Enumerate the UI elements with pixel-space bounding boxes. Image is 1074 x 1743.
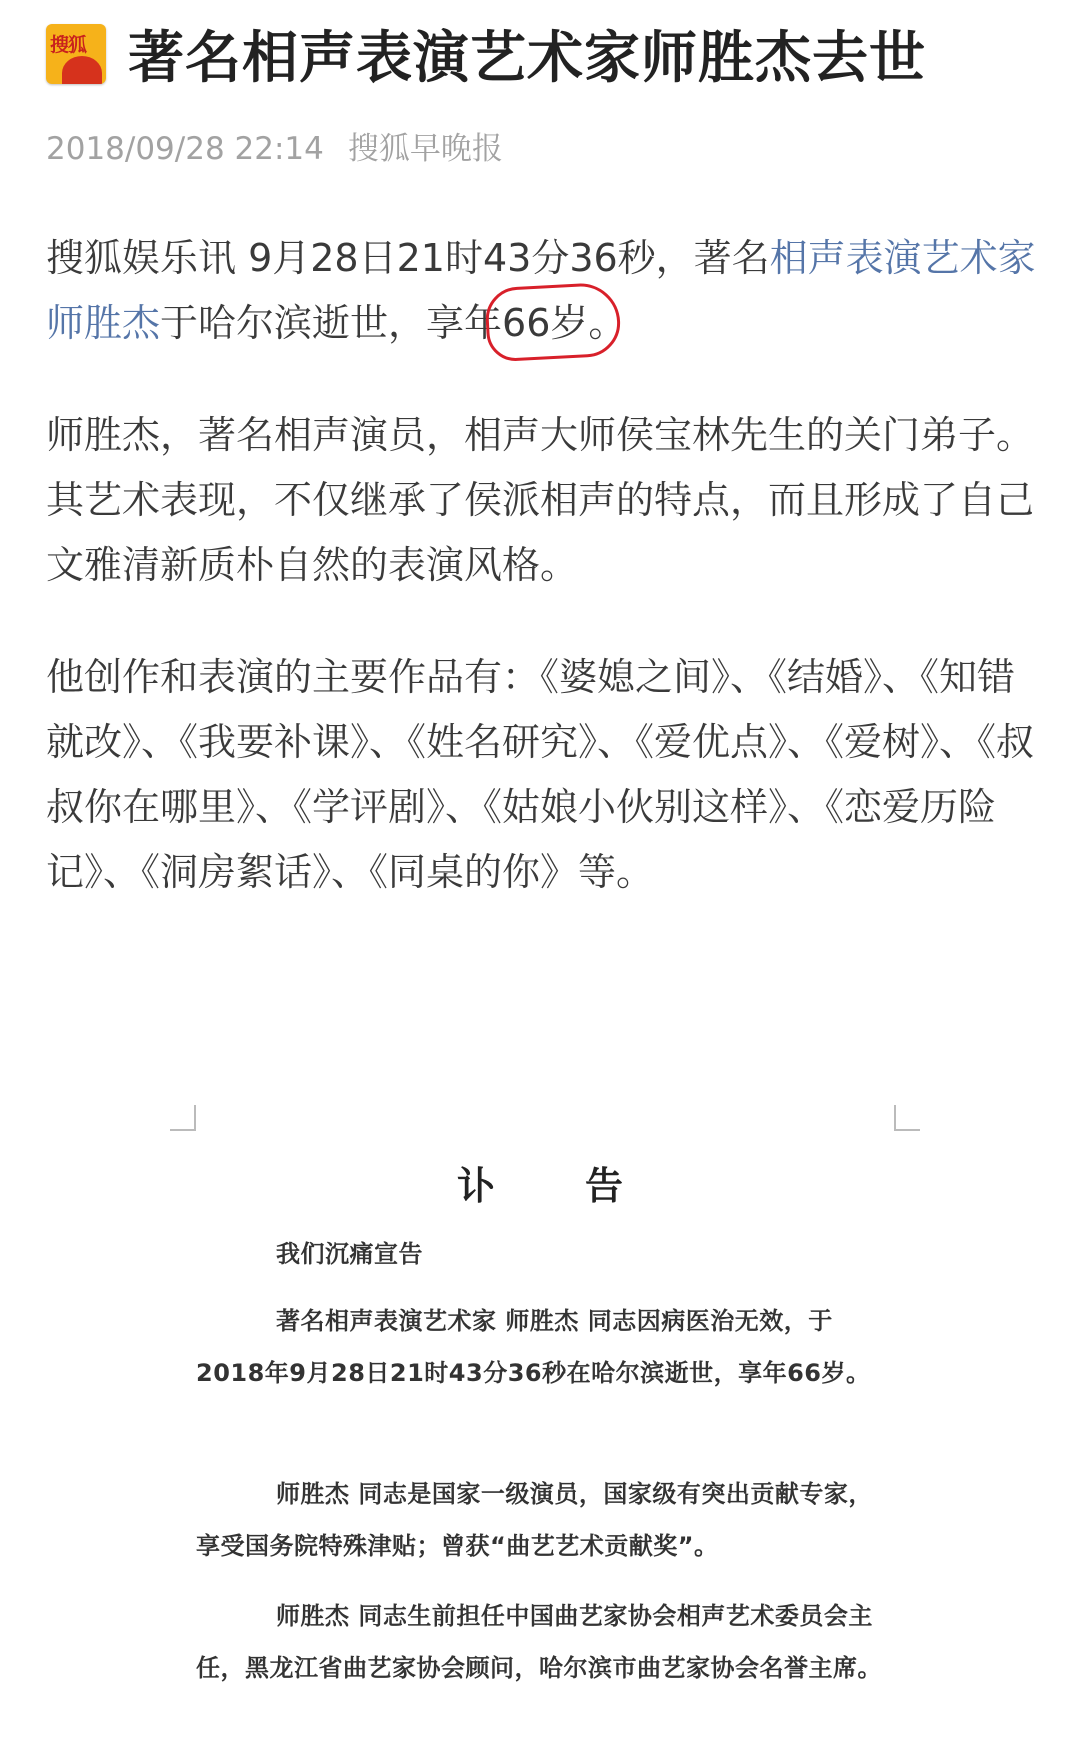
article-paragraph-2: 师胜杰，著名相声演员，相声大师侯宝林先生的关门弟子。其艺术表现，不仅继承了侯派相声的特点，而且形成了自己文雅清新质朴自然的表演风格。 (46, 413, 1035, 587)
age-text: 66岁 (502, 301, 589, 345)
obituary-paragraph-2: 师胜杰 同志是国家一级演员，国家级有突出贡献专家，享受国务院特殊津贴；曾获“曲艺艺术贡献奖”。 (196, 1480, 873, 1560)
p1-text-b: 于哈尔滨逝世，享年 (160, 301, 503, 345)
p1-text-c: 。 (588, 301, 627, 345)
obituary-paragraph-3: 师胜杰 同志生前担任中国曲艺家协会相声艺术委员会主任，黑龙江省曲艺家协会顾问，哈尔滨市曲艺家协会名誉主席。 (196, 1602, 882, 1682)
doc-corner-mark (170, 1105, 196, 1131)
age-highlight (502, 291, 588, 356)
article-paragraph-1 (46, 226, 1036, 356)
source-name[interactable]: 搜狐早晚报 (347, 131, 503, 167)
obituary-opening: 我们沉痛宣告 (276, 1240, 423, 1268)
article-meta (46, 123, 503, 168)
article-paragraph-3: 他创作和表演的主要作品有：《婆媳之间》、《结婚》、《知错就改》、《我要补课》、《姓名研究》、《爱优点》、《爱树》、《叔叔你在哪里》、《学评剧》、《姑娘小伙别这样》、《恋爱历险记》、《洞房絮话》、《同桌的你》等。 (46, 655, 1035, 894)
keyword-link[interactable]: 相声表演艺术家师胜杰 (46, 236, 1036, 345)
obituary-title: 讣告 (456, 1164, 713, 1208)
article-header (46, 14, 926, 94)
doc-corner-mark (894, 1105, 920, 1131)
sohu-logo-icon (46, 24, 106, 84)
fox-shape (62, 56, 102, 84)
article-title: 著名相声表演艺术家师胜杰去世 (128, 26, 926, 91)
obituary-paragraph-1: 著名相声表演艺术家 师胜杰 同志因病医治无效，于2018年9月28日21时43分36秒在哈尔滨逝世，享年66岁。 (196, 1307, 871, 1387)
publish-datetime: 2018/09/28 22:14 (46, 131, 324, 167)
logo-text: 搜狐 (50, 34, 87, 56)
p1-text-a: 搜狐娱乐讯 9月28日21时43分36秒，著名 (46, 236, 770, 280)
obituary-document-image (170, 1105, 920, 1743)
red-circle-annotation (484, 282, 622, 363)
